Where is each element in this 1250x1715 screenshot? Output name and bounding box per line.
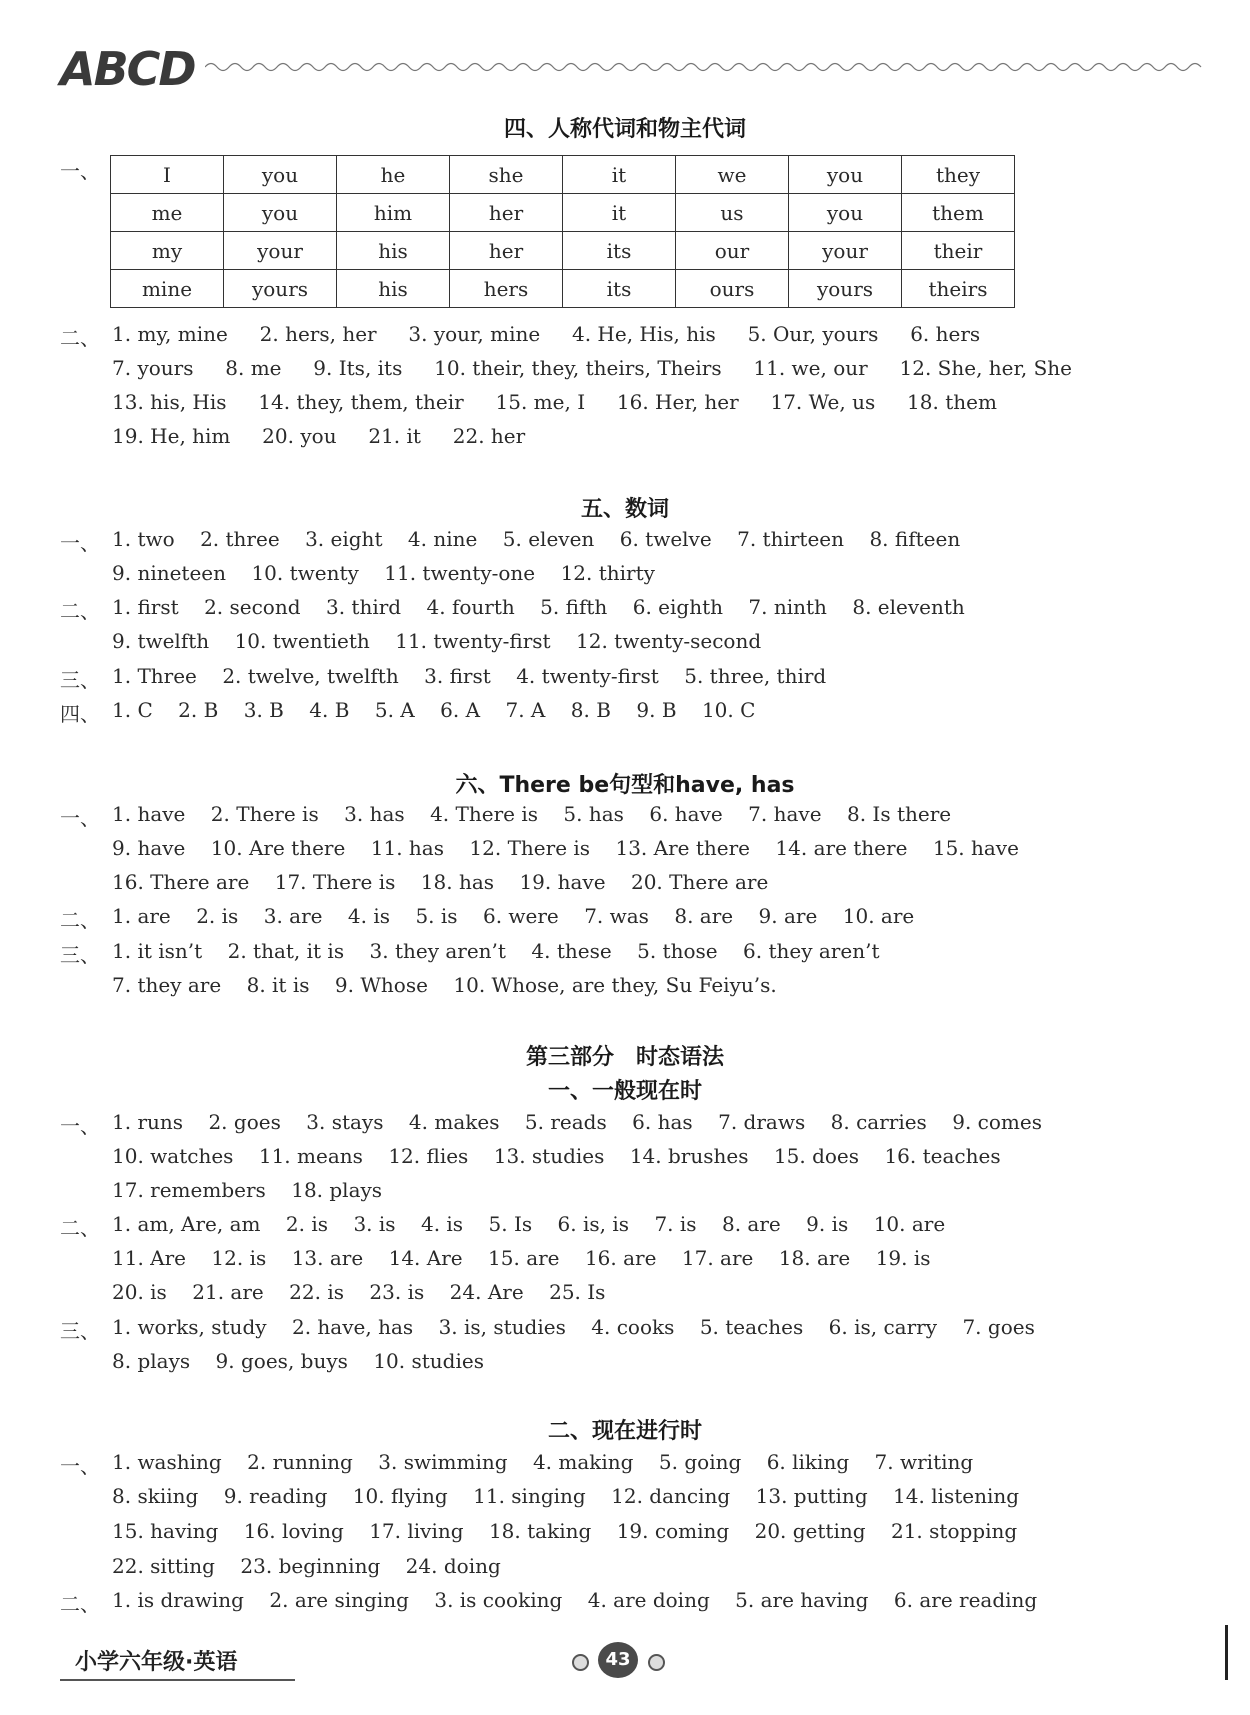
table-row [111, 156, 1015, 194]
table-cell: him [337, 194, 450, 232]
table-cell: your [224, 232, 337, 270]
table-cell: ours [676, 270, 789, 308]
table-cell: its [563, 232, 676, 270]
wavy-divider [205, 60, 1205, 74]
table-cell: she [450, 156, 563, 194]
answer-line: 1. first 2. second 3. third 4. fourth 5. fifth 6. eighth 7. ninth 8. eleventh [112, 595, 965, 619]
pronoun-table [110, 155, 1015, 308]
footer-underline [60, 1679, 295, 1681]
answer-line: 7. yours 8. me 9. Its, its 10. their, they, theirs, Theirs 11. we, our 12. She, her, She [112, 356, 1073, 380]
section-title-present-continuous: 二、现在进行时 [547, 1419, 702, 1444]
table-cell: it [563, 194, 676, 232]
answer-line: 1. my, mine 2. hers, her 3. your, mine 4. He, His, his 5. Our, yours 6. hers [112, 322, 981, 346]
answer-line: 1. works, study 2. have, has 3. is, studies 4. cooks 5. teaches 6. is, carry 7. goes [112, 1315, 1035, 1339]
answer-line: 11. Are 12. is 13. are 14. Are 15. are 16. are 17. are 18. are 19. is [112, 1246, 931, 1270]
abcd-logo: ABCD [60, 42, 195, 96]
answer-line: 20. is 21. are 22. is 23. is 24. Are 25. Is [112, 1280, 606, 1304]
table-cell: you [224, 194, 337, 232]
answer-line: 10. watches 11. means 12. flies 13. studies 14. brushes 15. does 16. teaches [112, 1144, 1001, 1168]
question-label: 三、 [60, 943, 100, 967]
question-label: 三、 [60, 668, 100, 692]
footer-grade-subject: 小学六年级·英语 [75, 1650, 238, 1675]
answer-line: 8. plays 9. goes, buys 10. studies [112, 1349, 484, 1373]
answer-line: 1. am, Are, am 2. is 3. is 4. is 5. Is 6. is, is 7. is 8. are 9. is 10. are [112, 1212, 946, 1236]
answer-line: 1. are 2. is 3. are 4. is 5. is 6. were 7. was 8. are 9. are 10. are [112, 904, 915, 928]
answer-line: 1. runs 2. goes 3. stays 4. makes 5. reads 6. has 7. draws 8. carries 9. comes [112, 1110, 1042, 1134]
table-cell: his [337, 232, 450, 270]
question-label: 四、 [60, 702, 100, 726]
question-label: 一、 [60, 531, 100, 555]
table-cell: you [789, 156, 902, 194]
answer-line: 1. two 2. three 3. eight 4. nine 5. eleven 6. twelve 7. thirteen 8. fifteen [112, 527, 961, 551]
section-title-numerals: 五、数词 [580, 497, 669, 522]
answer-line: 1. Three 2. twelve, twelfth 3. first 4. twenty-first 5. three, third [112, 664, 827, 688]
table-cell: we [676, 156, 789, 194]
right-dot-icon [648, 1654, 665, 1671]
question-label: 二、 [60, 1216, 100, 1240]
question-label: 一、 [60, 1454, 100, 1478]
table-cell: mine [111, 270, 224, 308]
answer-line: 1. is drawing 2. are singing 3. is cooking 4. are doing 5. are having 6. are reading [112, 1588, 1038, 1612]
answer-line: 9. twelfth 10. twentieth 11. twenty-first 12. twenty-second [112, 629, 762, 653]
answer-line: 16. There are 17. There is 18. has 19. have 20. There are [112, 870, 769, 894]
left-dot-icon [572, 1654, 589, 1671]
table-cell: you [789, 194, 902, 232]
table-cell: our [676, 232, 789, 270]
edge-mark [1225, 1625, 1228, 1680]
table-cell: yours [789, 270, 902, 308]
answer-line: 8. skiing 9. reading 10. flying 11. singing 12. dancing 13. putting 14. listening [112, 1484, 1020, 1508]
table-cell: I [111, 156, 224, 194]
table-cell: them [902, 194, 1015, 232]
answer-line: 13. his, His 14. they, them, their 15. me, I 16. Her, her 17. We, us 18. them [112, 390, 997, 414]
answer-line: 22. sitting 23. beginning 24. doing [112, 1554, 501, 1578]
section-title-there-be: 六、There be句型和have, has [455, 773, 795, 798]
table-cell: he [337, 156, 450, 194]
answer-line: 9. have 10. Are there 11. has 12. There is 13. Are there 14. are there 15. have [112, 836, 1019, 860]
section-title-pronouns: 四、人称代词和物主代词 [503, 117, 746, 142]
table-cell: its [563, 270, 676, 308]
question-label: 三、 [60, 1319, 100, 1343]
table-row [111, 194, 1015, 232]
table-cell: us [676, 194, 789, 232]
question-label: 一、 [60, 159, 100, 183]
table-cell: it [563, 156, 676, 194]
question-label: 二、 [60, 326, 100, 350]
table-cell: hers [450, 270, 563, 308]
table-cell: yours [224, 270, 337, 308]
table-row [111, 232, 1015, 270]
table-cell: your [789, 232, 902, 270]
table-cell: you [224, 156, 337, 194]
section-title-simple-present: 一、一般现在时 [547, 1079, 702, 1104]
table-cell: his [337, 270, 450, 308]
question-label: 一、 [60, 806, 100, 830]
table-cell: theirs [902, 270, 1015, 308]
table-cell: their [902, 232, 1015, 270]
answer-line: 15. having 16. loving 17. living 18. taking 19. coming 20. getting 21. stopping [112, 1519, 1018, 1543]
part-title-tense-grammar: 第三部分 时态语法 [525, 1045, 724, 1070]
answer-line: 7. they are 8. it is 9. Whose 10. Whose, are they, Su Feiyu’s. [112, 973, 777, 997]
table-cell: they [902, 156, 1015, 194]
page-number: 43 [598, 1642, 638, 1678]
answer-line: 1. it isn’t 2. that, it is 3. they aren’t 4. these 5. those 6. they aren’t [112, 939, 880, 963]
answer-line: 9. nineteen 10. twenty 11. twenty-one 12. thirty [112, 561, 655, 585]
question-label: 二、 [60, 1592, 100, 1616]
answer-line: 1. washing 2. running 3. swimming 4. making 5. going 6. liking 7. writing [112, 1450, 974, 1474]
table-cell: me [111, 194, 224, 232]
question-label: 一、 [60, 1114, 100, 1138]
table-cell: her [450, 194, 563, 232]
question-label: 二、 [60, 599, 100, 623]
table-row [111, 270, 1015, 308]
question-label: 二、 [60, 908, 100, 932]
table-cell: her [450, 232, 563, 270]
answer-line: 17. remembers 18. plays [112, 1178, 383, 1202]
table-cell: my [111, 232, 224, 270]
answer-line: 1. C 2. B 3. B 4. B 5. A 6. A 7. A 8. B 9. B 10. C [112, 698, 756, 722]
answer-line: 19. He, him 20. you 21. it 22. her [112, 424, 526, 448]
answer-line: 1. have 2. There is 3. has 4. There is 5. has 6. have 7. have 8. Is there [112, 802, 952, 826]
